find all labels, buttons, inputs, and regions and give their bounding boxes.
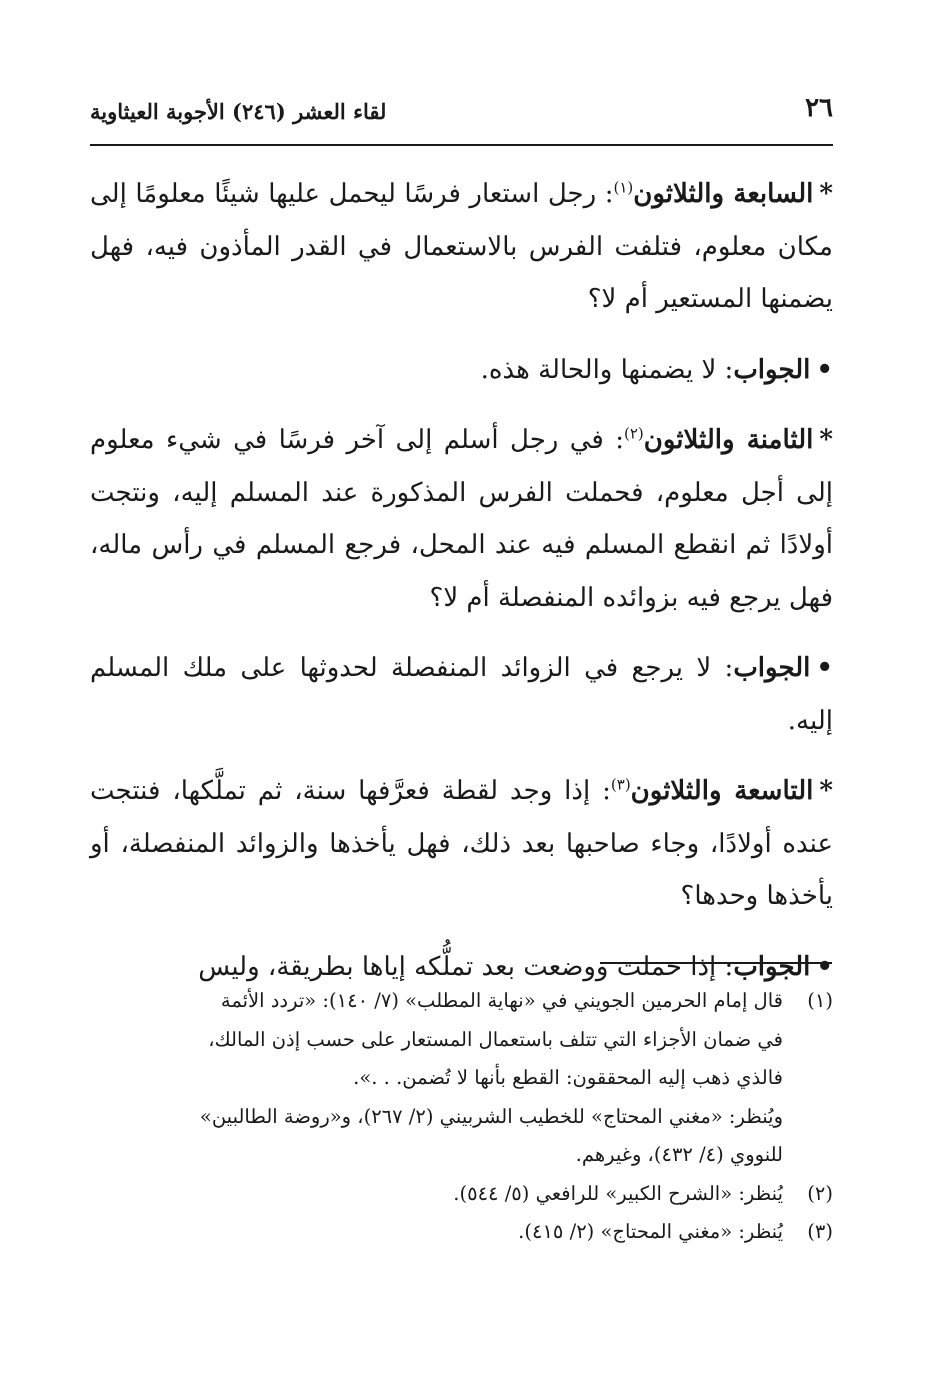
footnote-ref[interactable]: (٢)	[623, 424, 644, 443]
footnote-number: (١)	[807, 989, 833, 1012]
star-bullet: *	[819, 776, 833, 806]
question-text: : رجل استعار فرسًا ليحمل عليها شيئًا معلومًا إلى مكان معلوم، فتلفت الفرس بالاستعمال في القدر المأذون فيه، فهل يضمنها المستعير أم لا؟	[90, 179, 833, 314]
question-38	[90, 414, 833, 624]
dot-bullet: •	[816, 354, 833, 385]
page-number: ٢٦	[805, 93, 833, 123]
footnote-line: قال إمام الحرمين الجويني في «نهاية المطلب» (٧/ ١٤٠): «تردد الأئمة	[220, 989, 783, 1012]
footnote-line: فالذي ذهب إليه المحققون: القطع بأنها لا تُضمن. . .».	[353, 1066, 783, 1089]
answer-text: : لا يرجع في الزوائد المنفصلة لحدوثها على ملك المسلم إليه.	[90, 653, 833, 736]
footnote-line: يُنظر: «مغني المحتاج» (٢/ ٤١٥).	[518, 1220, 783, 1243]
dot-bullet: •	[816, 653, 833, 683]
question-text: : في رجل أسلم إلى آخر فرسًا في شيء معلوم إلى أجل معلوم، فحملت الفرس المذكورة عند المسلم إليه، ونتجت أولادًا ثم انقطع المسلم فيه عند المحل، فرجع المسلم في رأس ماله، فهل يرجع فيه بزوائده المنفصلة أم لا؟	[90, 425, 833, 613]
footnote-line: ويُنظر: «مغني المحتاج» للخطيب الشربيني (٢/ ٢٦٧)، و«روضة الطالبين»	[199, 1104, 783, 1128]
footnote-ref[interactable]: (١)	[613, 178, 634, 197]
page-header	[90, 90, 833, 134]
question-title: السابعة والثلاثون	[633, 179, 814, 209]
footnote-number: (٣)	[807, 1220, 833, 1243]
footnotes	[90, 982, 833, 1252]
answer-text: : لا يضمنها والحالة هذه.	[480, 354, 734, 385]
main-text	[90, 168, 833, 1009]
running-title: لقاء العشر (٢٤٦) الأجوبة العيثاوية	[90, 99, 387, 124]
answer-label: الجواب	[733, 653, 811, 683]
star-bullet: *	[819, 425, 834, 455]
answer-37	[90, 344, 833, 397]
answer-38	[90, 642, 833, 747]
question-text: : إذا وجد لقطة فعرَّفها سنة، ثم تملَّكها، فنتجت عنده أولادًا، وجاء صاحبها بعد ذلك، فهل يأخذها والزوائد المنفصلة، أو يأخذها وحدها؟	[90, 776, 833, 911]
footnote-1	[90, 982, 833, 1175]
footnote-line: يُنظر: «الشرح الكبير» للرافعي (٥/ ٥٤٤).	[453, 1181, 783, 1205]
footnote-rule	[600, 962, 832, 964]
footnote-line: للنووي (٤/ ٤٣٢)، وغيرهم.	[575, 1143, 783, 1166]
question-39	[90, 765, 833, 923]
question-title: التاسعة والثلاثون	[630, 776, 814, 806]
question-title: الثامنة والثلاثون	[643, 425, 814, 455]
footnote-ref[interactable]: (٣)	[610, 775, 631, 794]
answer-text: : إذا حملت ووضعت بعد تملُّكه إياها بطريقة، وليس	[198, 951, 734, 982]
question-37	[90, 168, 833, 326]
answer-label: الجواب	[733, 354, 811, 385]
header-rule	[90, 144, 833, 146]
answer-label: الجواب	[733, 951, 811, 982]
footnote-line: في ضمان الأجزاء التي تتلف باستعمال المستعار على حسب إذن المالك،	[208, 1027, 783, 1051]
star-bullet: *	[819, 179, 833, 209]
footnote-3	[90, 1213, 833, 1252]
footnote-number: (٢)	[807, 1181, 833, 1205]
footnote-2	[90, 1175, 833, 1214]
dot-bullet: •	[816, 951, 833, 982]
